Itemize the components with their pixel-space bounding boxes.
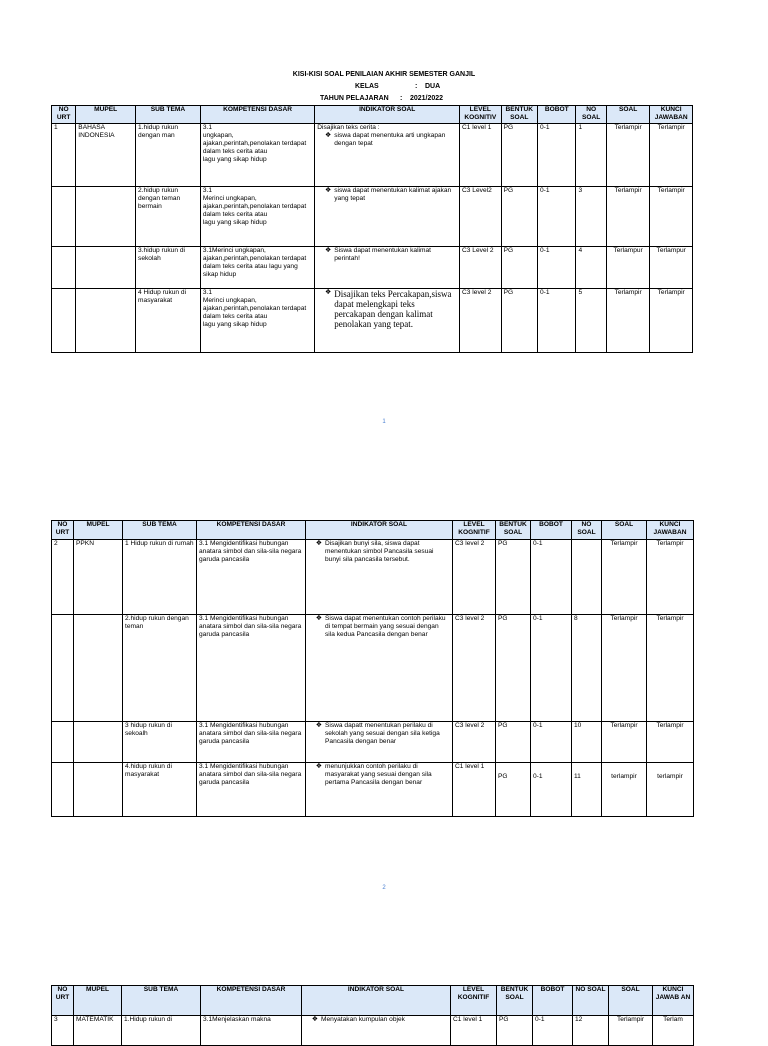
indikator-cell xyxy=(315,289,460,353)
no-soal-cell: 3 xyxy=(576,187,606,247)
kunci-jawaban-cell: Terlampir xyxy=(647,540,694,615)
column-header: SUB TEMA xyxy=(122,986,201,1016)
level-kognitif-cell: C3 level 2 xyxy=(453,615,496,722)
bobot-cell: 0-1 xyxy=(538,124,576,187)
kompetensi-dasar-cell: 3.1 Merinci ungkapan, ajakan,perintah,penolakan terdapat dalam teks cerita atau lagu yang sikap hidup xyxy=(200,289,314,353)
bentuk-soal-cell: PG xyxy=(496,540,531,615)
kunci-jawaban-cell: Terlampir xyxy=(650,289,693,353)
column-header: BENTUK SOAL xyxy=(497,986,533,1016)
tahun-value: 2021/2022 xyxy=(409,95,444,102)
no-soal-cell xyxy=(572,540,602,615)
indikator-cell xyxy=(315,124,460,187)
mupel-cell xyxy=(76,247,136,289)
level-kognitif-cell: C3 Level 2 xyxy=(460,247,502,289)
soal-cell: Terlampir xyxy=(602,722,647,763)
bentuk-soal-cell: PG xyxy=(496,615,531,722)
indikator-item xyxy=(308,615,450,639)
kisi-table-bahasa-indonesia xyxy=(51,105,693,353)
sub-tema-cell: 4.hidup rukun di masyarakat xyxy=(123,763,197,817)
mupel-cell xyxy=(74,722,123,763)
kisi-table-ppkn xyxy=(51,520,694,817)
level-kognitif-cell: C1 level 1 xyxy=(460,124,502,187)
kunci-jawaban-cell: Terlampir xyxy=(650,187,693,247)
kunci-jawaban-cell: Terlampir xyxy=(650,124,693,187)
page-number: 2 xyxy=(382,885,386,891)
indikator-text: Disajikan bunyi sila, siswa dapat menentukan simbol Pancasila sesuai bunyi sila pancasila tersebut. xyxy=(325,540,434,563)
sub-tema-cell: 1.Hidup rukun di xyxy=(122,1016,201,1046)
no-cell xyxy=(52,763,74,817)
column-header: MUPEL xyxy=(74,521,123,540)
diamond-bullet-icon: ❖ xyxy=(324,289,332,296)
column-header: MUPEL xyxy=(76,106,136,124)
bentuk-soal-cell: PG xyxy=(501,187,537,247)
no-cell: 3 xyxy=(52,1016,74,1046)
column-header: LEVEL KOGNITIF xyxy=(453,521,496,540)
kompetensi-dasar-cell: 3.1Menjelaskan makna xyxy=(201,1016,302,1046)
sub-tema-cell: 1.hidup rukun dengan man xyxy=(136,124,201,187)
bentuk-soal-cell: PG xyxy=(501,247,537,289)
column-header: LEVEL KOGNITIF xyxy=(451,986,497,1016)
bobot-cell: 0-1 xyxy=(531,540,572,615)
indikator-item xyxy=(304,1016,448,1024)
level-kognitif-cell: C3 level 2 xyxy=(460,289,502,353)
column-header: INDIKATOR SOAL xyxy=(302,986,451,1016)
indikator-item xyxy=(317,289,457,329)
indikator-item xyxy=(317,187,457,203)
kompetensi-dasar-cell: 3.1 Mengidentifikasi hubungan anatara simbol dan sila-sila negara garuda pancasila xyxy=(197,540,306,615)
column-header: SUB TEMA xyxy=(123,521,197,540)
no-soal-cell: 12 xyxy=(573,1016,609,1046)
level-kognitif-cell: C1 level 1 xyxy=(451,1016,497,1046)
diamond-bullet-icon: ❖ xyxy=(311,1016,318,1023)
page-number: 1 xyxy=(382,419,386,425)
table-row xyxy=(52,540,694,615)
indikator-intro: Disajikan teks cerita : xyxy=(317,124,380,131)
column-header: BENTUK SOAL xyxy=(496,521,531,540)
kunci-jawaban-cell: Terlam xyxy=(653,1016,694,1046)
mupel-cell xyxy=(74,763,123,817)
mupel-cell: BAHASA INDONESIA xyxy=(76,124,136,187)
tahun-label: TAHUN PELAJARAN xyxy=(319,95,389,102)
diamond-bullet-icon: ❖ xyxy=(324,247,332,254)
table-row xyxy=(52,1016,694,1046)
indikator-cell xyxy=(306,615,453,722)
soal-cell: Terlampir xyxy=(602,540,647,615)
kompetensi-dasar-cell: 3.1Merinci ungkapan, ajakan,perintah,penolakan terdapat dalam teks cerita atau lagu yang sikap hidup xyxy=(200,247,314,289)
table-row xyxy=(52,615,694,722)
column-header: SUB TEMA xyxy=(136,106,201,124)
column-header: NO SOAL xyxy=(572,521,602,540)
soal-cell: Terlampur xyxy=(606,247,650,289)
kisi-table-matematika xyxy=(51,985,694,1046)
no-soal-cell: 11 xyxy=(572,763,602,817)
tahun-line xyxy=(0,95,768,102)
level-kognitif-cell: C3 level 2 xyxy=(453,722,496,763)
column-header: NO SOAL xyxy=(573,986,609,1016)
indikator-text: siswa dapat menentuka arti ungkapan dengan tepat xyxy=(334,132,446,147)
column-header: SOAL xyxy=(609,986,653,1016)
no-soal-cell: 1 xyxy=(576,124,606,187)
indikator-text: menunjukkan contoh perilaku di masyarakat yang sesuai dengan sila pertama Pancasila dengan benar xyxy=(325,763,432,786)
indikator-cell xyxy=(306,722,453,763)
soal-cell: Terlampir xyxy=(609,1016,653,1046)
kompetensi-dasar-cell: 3.1 Merinci ungkapan, ajakan,perintah,penolakan terdapat dalam teks cerita atau lagu yang sikap hidup xyxy=(200,187,314,247)
kunci-jawaban-cell: Terlampir xyxy=(647,615,694,722)
kelas-label: KELAS xyxy=(354,83,379,90)
indikator-text: Siswa dapatt menentukan perilaku di sekolah yang sesuai dengan sila ketiga Pancasila dengan benar xyxy=(325,722,440,745)
diamond-bullet-icon: ❖ xyxy=(315,540,322,547)
document-title: KISI-KISI SOAL PENILAIAN AKHIR SEMESTER GANJIL xyxy=(292,71,476,78)
sub-tema-cell: 2.hidup rukun dengan teman bermain xyxy=(136,187,201,247)
column-header: INDIKATOR SOAL xyxy=(306,521,453,540)
table-row xyxy=(52,289,693,353)
table-row xyxy=(52,124,693,187)
indikator-cell xyxy=(302,1016,451,1046)
no-soal-cell: 10 xyxy=(572,722,602,763)
no-soal-cell: 8 xyxy=(572,615,602,722)
soal-cell: Terlampir xyxy=(606,187,650,247)
column-header: INDIKATOR SOAL xyxy=(315,106,460,124)
sub-tema-cell: 1 Hidup rukun di rumah xyxy=(123,540,197,615)
column-header: NO URT xyxy=(52,986,74,1016)
mupel-cell xyxy=(76,187,136,247)
no-soal-cell: 5 xyxy=(576,289,606,353)
bobot-cell: 0-1 xyxy=(538,187,576,247)
no-cell xyxy=(52,187,76,247)
diamond-bullet-icon: ❖ xyxy=(315,763,322,770)
soal-cell: Terlampir xyxy=(606,124,650,187)
no-cell: 2 xyxy=(52,540,74,615)
indikator-item xyxy=(308,540,450,564)
no-cell xyxy=(52,722,74,763)
level-kognitif-cell: C3 level 2 xyxy=(453,540,496,615)
column-header: KUNCI JAWABAN xyxy=(647,521,694,540)
soal-cell: Terlampir xyxy=(602,615,647,722)
indikator-item xyxy=(308,722,450,746)
level-kognitif-cell: C3 Level2 xyxy=(460,187,502,247)
tahun-sep: : xyxy=(399,95,403,102)
column-header: BOBOT xyxy=(538,106,576,124)
no-soal-cell: 4 xyxy=(576,247,606,289)
bentuk-soal-cell: PG xyxy=(501,289,537,353)
bentuk-soal-cell: PG xyxy=(496,763,531,817)
kelas-value: DUA xyxy=(424,83,441,90)
bentuk-soal-cell: PG xyxy=(497,1016,533,1046)
indikator-item xyxy=(308,763,450,787)
column-header: MUPEL xyxy=(74,986,122,1016)
diamond-bullet-icon: ❖ xyxy=(324,187,332,194)
column-header: NO URT xyxy=(52,521,74,540)
bobot-cell: 0-1 xyxy=(538,247,576,289)
level-kognitif-cell: C1 level 1 xyxy=(453,763,496,817)
kompetensi-dasar-cell: 3.1 Mengidentifikasi hubungan anatara simbol dan sila-sila negara garuda pancasila xyxy=(197,615,306,722)
diamond-bullet-icon: ❖ xyxy=(315,722,322,729)
soal-cell: Terlampir xyxy=(606,289,650,353)
kelas-sep: : xyxy=(414,83,418,90)
no-cell xyxy=(52,247,76,289)
indikator-cell xyxy=(315,187,460,247)
sub-tema-cell: 2.hidup rukun dengan teman xyxy=(123,615,197,722)
table-row xyxy=(52,722,694,763)
soal-cell: terlampir xyxy=(602,763,647,817)
column-header: NO URT xyxy=(52,106,76,124)
indikator-text: Menyatakan kumpulan objek xyxy=(321,1016,405,1023)
kompetensi-dasar-cell: 3.1 Mengidentifikasi hubungan anatara simbol dan sila-sila negara garuda pancasila xyxy=(197,722,306,763)
mupel-cell xyxy=(74,615,123,722)
sub-tema-cell: 3.hidup rukun di sekolah xyxy=(136,247,201,289)
no-cell xyxy=(52,289,76,353)
bobot-cell: 0-1 xyxy=(538,289,576,353)
column-header: KOMPETENSI DASAR xyxy=(201,986,302,1016)
mupel-cell: PPKN xyxy=(74,540,123,615)
mupel-cell xyxy=(76,289,136,353)
column-header: KOMPETENSI DASAR xyxy=(197,521,306,540)
column-header: KOMPETENSI DASAR xyxy=(200,106,314,124)
column-header: BOBOT xyxy=(533,986,573,1016)
column-header: SOAL xyxy=(602,521,647,540)
indikator-text: Siswa dapat menentukan kalimat perintah! xyxy=(334,247,432,262)
column-header: BENTUK SOAL xyxy=(501,106,537,124)
diamond-bullet-icon: ❖ xyxy=(315,615,322,622)
indikator-cell xyxy=(306,763,453,817)
table-row xyxy=(52,187,693,247)
table-row xyxy=(52,247,693,289)
kompetensi-dasar-cell: 3.1 Mengidentifikasi hubungan anatara simbol dan sila-sila negara garuda pancasila xyxy=(197,763,306,817)
bobot-cell: 0-1 xyxy=(531,763,572,817)
bentuk-soal-cell: PG xyxy=(501,124,537,187)
table-row xyxy=(52,763,694,817)
indikator-item xyxy=(317,247,457,263)
kunci-jawaban-cell: Terlampur xyxy=(650,247,693,289)
kunci-jawaban-cell: Terlampir xyxy=(647,722,694,763)
column-header: NO SOAL xyxy=(576,106,606,124)
column-header: SOAL xyxy=(606,106,650,124)
kunci-jawaban-cell: terlampir xyxy=(647,763,694,817)
no-cell xyxy=(52,615,74,722)
indikator-cell xyxy=(315,247,460,289)
column-header: KUNCI JAWABAN xyxy=(650,106,693,124)
sub-tema-cell: 4 Hidup rukun di masyarakat xyxy=(136,289,201,353)
mupel-cell: MATEMATIK xyxy=(74,1016,122,1046)
kompetensi-dasar-cell: 3.1 ungkapan, ajakan,perintah,penolakan terdapat dalam teks cerita atau lagu yang sikap hidup xyxy=(200,124,314,187)
indikator-text: siswa dapat menentukan kalimat ajakan yang tepat xyxy=(334,187,452,202)
diamond-bullet-icon: ❖ xyxy=(324,132,332,139)
sub-tema-cell: 3 hidup rukun di sekoalh xyxy=(123,722,197,763)
indikator-text: Siswa dapat menentukan contoh perilaku di tempat bermain yang sesuai dengan sila kedua Pancasila dengan benar xyxy=(325,615,446,638)
indikator-text: Disajikan teks Percakapan,siswa dapat melengkapi teks percakapan dengan kalimat penolakan yang tepat. xyxy=(334,289,452,329)
kelas-line xyxy=(0,83,768,90)
column-header: BOBOT xyxy=(531,521,572,540)
bobot-cell: 0-1 xyxy=(531,615,572,722)
bobot-cell: 0-1 xyxy=(533,1016,573,1046)
column-header: KUNCI JAWAB AN xyxy=(653,986,694,1016)
bentuk-soal-cell: PG xyxy=(496,722,531,763)
no-cell: 1 xyxy=(52,124,76,187)
bobot-cell: 0-1 xyxy=(531,722,572,763)
indikator-cell xyxy=(306,540,453,615)
indikator-item xyxy=(317,132,457,148)
column-header: LEVEL KOGNITIV xyxy=(460,106,502,124)
